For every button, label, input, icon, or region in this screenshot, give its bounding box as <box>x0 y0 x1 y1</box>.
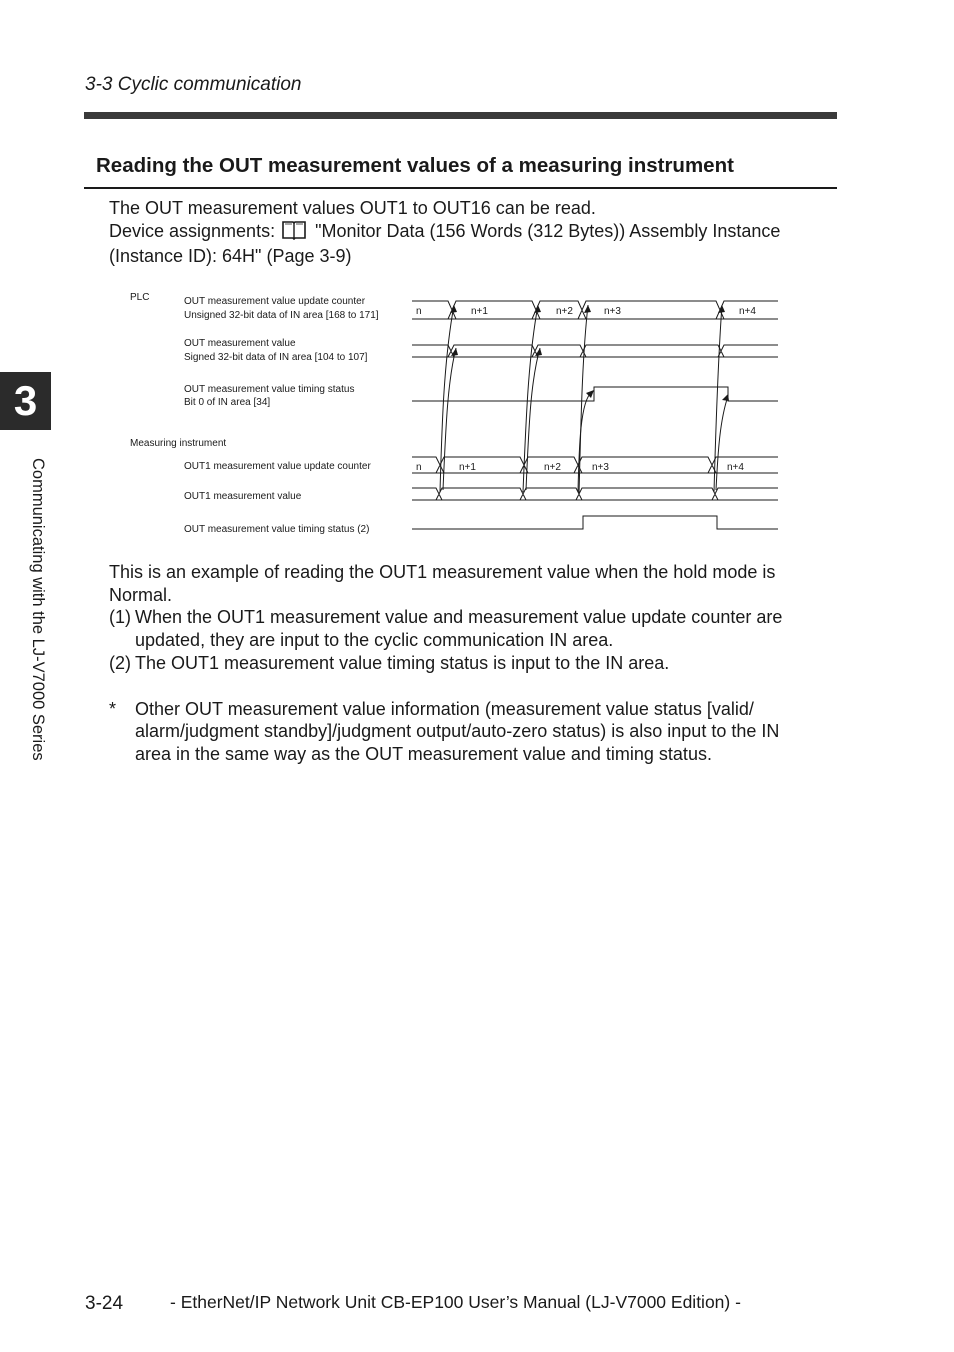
plc-value-label-1: OUT measurement value <box>184 338 296 349</box>
list-item <box>109 652 844 675</box>
example-line-2: Normal. <box>109 584 173 605</box>
item-text <box>135 606 782 651</box>
note-line-2: alarm/judgment standby]/judgment output/auto-zero status) is also input to the IN <box>135 721 780 742</box>
plc-counter-value: n+2 <box>556 306 573 317</box>
inst-counter-value: n+2 <box>544 462 561 473</box>
plc-counter-label-1: OUT measurement value update counter <box>184 296 366 307</box>
chapter-side-label: Communicating with the LJ-V7000 Series <box>29 458 47 761</box>
note <box>109 698 844 766</box>
item-2-text: The OUT1 measurement value timing status is input to the IN area. <box>135 652 670 673</box>
inst-counter-label: OUT1 measurement value update counter <box>184 461 371 472</box>
footer-manual-title: - EtherNet/IP Network Unit CB-EP100 User’s Manual (LJ-V7000 Edition) - <box>170 1292 741 1312</box>
note-line-3: area in the same way as the OUT measurement value and timing status. <box>135 743 712 764</box>
page-number: 3-24 <box>85 1293 124 1314</box>
plc-counter-value: n+3 <box>604 306 621 317</box>
plc-timing-label-1: OUT measurement value timing status <box>184 384 355 395</box>
section-title: Reading the OUT measurement values of a measuring instrument <box>96 154 734 177</box>
item-number: (1) <box>109 607 131 628</box>
note-mark: * <box>109 698 117 719</box>
reference-link[interactable]: "Monitor Data (156 Words (312 Bytes)) Assembly Instance <box>315 220 781 241</box>
inst-value-label: OUT1 measurement value <box>184 491 302 502</box>
inst-timing-label: OUT measurement value timing status (2) <box>184 524 370 535</box>
item-1-line-1: When the OUT1 measurement value and measurement value update counter are <box>135 607 783 628</box>
plc-counter-value: n <box>416 306 422 317</box>
plc-counter-label-2: Unsigned 32-bit data of IN area [168 to 171] <box>184 310 379 321</box>
plc-value-label-2: Signed 32-bit data of IN area [104 to 107] <box>184 352 368 363</box>
inst-counter-value: n <box>416 462 422 473</box>
section-header: 3-3 Cyclic communication <box>85 74 302 95</box>
plc-counter-value: n+4 <box>739 306 756 317</box>
intro-line-1: The OUT measurement values OUT1 to OUT16 can be read. <box>109 198 596 218</box>
note-line-1: Other OUT measurement value information (measurement value status [valid/ <box>135 698 754 719</box>
chapter-tab: 3 <box>0 372 51 430</box>
plc-group-label: PLC <box>130 292 150 303</box>
example-line-1: This is an example of reading the OUT1 measurement value when the hold mode is <box>109 562 776 582</box>
explanation-block <box>109 561 844 766</box>
inst-counter-value: n+4 <box>727 462 744 473</box>
item-number: (2) <box>109 652 131 673</box>
list-item <box>109 606 844 651</box>
plc-timing-label-2: Bit 0 of IN area [34] <box>184 397 271 408</box>
plc-counter-value: n+1 <box>471 306 488 317</box>
timing-diagram <box>0 0 954 560</box>
intro-line-3[interactable]: (Instance ID): 64H" (Page 3-9) <box>109 246 352 267</box>
device-assignments-label: Device assignments: <box>109 220 276 241</box>
inst-counter-value: n+3 <box>592 462 609 473</box>
item-1-line-2: updated, they are input to the cyclic communication IN area. <box>135 630 614 651</box>
instrument-group-label: Measuring instrument <box>130 438 227 449</box>
inst-counter-value: n+1 <box>459 462 476 473</box>
note-text <box>135 698 779 766</box>
